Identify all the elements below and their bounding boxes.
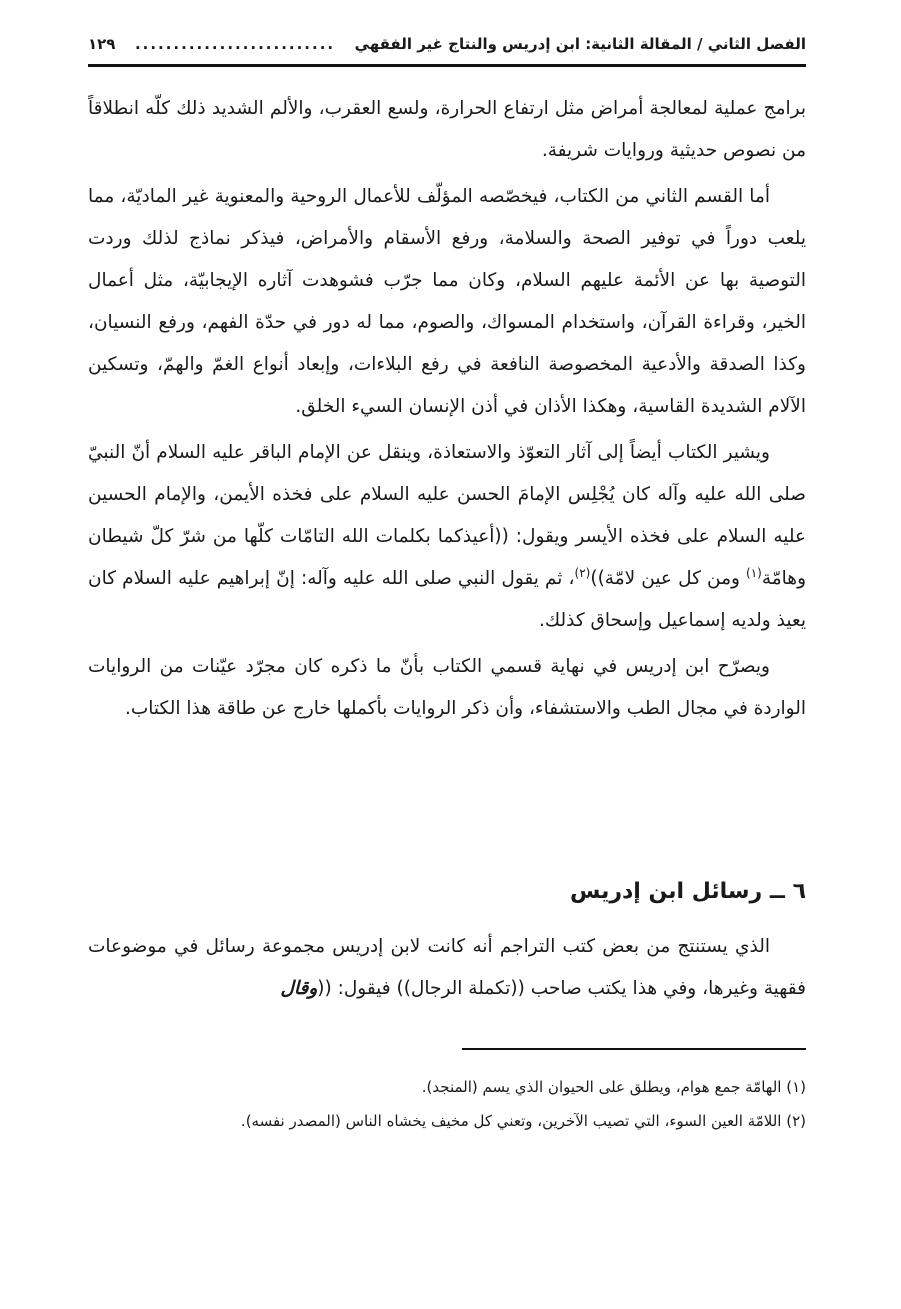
page-number: ١٢٩ bbox=[88, 35, 116, 53]
paragraph-3 bbox=[88, 432, 806, 642]
section-body-text bbox=[88, 926, 806, 1010]
main-body-text bbox=[88, 88, 806, 730]
paragraph-1: برامج عملية لمعالجة أمراض مثل ارتفاع الحرارة، ولسع العقرب، والألم الشديد ذلك كلّه انطلاقاً من نصوص حديثية وروايات شريفة. bbox=[88, 98, 806, 161]
section-paragraph-italic-tail: وقال bbox=[280, 978, 318, 999]
header-rule bbox=[88, 64, 806, 67]
footnote-1: (١) الهامّة جمع هوام، ويطلق على الحيوان الذي يسم (المنجد). bbox=[421, 1078, 806, 1096]
section-heading: ٦ ــ رسائل ابن إدريس bbox=[569, 879, 806, 904]
running-header-title: الفصل الثاني / المقالة الثانية: ابن إدريس والنتاج غير الفقهي bbox=[354, 35, 806, 53]
paragraph-3-part-c: ، ثم يقول النبي صلى الله عليه وآله: إنّ إبراهيم عليه السلام كان يعيذ ولديه إسماعيل وإسحاق كذلك. bbox=[88, 568, 806, 631]
paragraph-3-part-a: ويشير الكتاب أيضاً إلى آثار التعوّذ والاستعاذة، وينقل عن الإمام الباقر عليه السلام أنّ النبيّ صلى الله عليه وآله كان يُجْلِس الإمامَ الحسن عليه السلام على فخذه الأيمن، والإمام الحسين عليه السلام على فخذه الأيسر ويقول: ((أعيذكما بكلمات الله التامّات كلّها من شرّ كلّ شيطان وهامّة bbox=[88, 442, 806, 589]
section-paragraph-text: الذي يستنتج من بعض كتب التراجم أنه كانت لابن إدريس مجموعة رسائل في موضوعات فقهية وغيرها، وفي هذا يكتب صاحب ((تكملة الرجال)) فيقول: (( bbox=[88, 936, 806, 999]
section-paragraph bbox=[88, 926, 806, 1010]
footnote-separator bbox=[462, 1048, 806, 1050]
running-header bbox=[88, 28, 806, 60]
footnote-2: (٢) اللامّة العين السوء، التي تصيب الآخرين، وتعني كل مخيف يخشاه الناس (المصدر نفسه). bbox=[240, 1112, 806, 1130]
footnote-ref-1[interactable]: (١) bbox=[746, 565, 762, 580]
footnotes bbox=[88, 1070, 806, 1138]
paragraph-2: أما القسم الثاني من الكتاب، فيخصّصه المؤلّف للأعمال الروحية والمعنوية غير الماديّة، مما يلعب دوراً في توفير الصحة والسلامة، ورفع الأسقام والأمراض، فيذكر نماذج لذلك وردت التوصية بها عن الأئمة عليهم السلام، وكان مما جرّب فشوهدت آثاره الإيجابيّة، مثل أعمال الخير، وقراءة القرآن، واستخدام المسواك، والصوم، مما له دور في حدّة الفهم، ورفع النسيان، وكذا الصدقة والأدعية المخصوصة النافعة في رفع البلاءات، وإبعاد أنواع الغمّ والهمّ، وتسكين الآلام الشديدة القاسية، وهكذا الأذان في أذن الإنسان السيء الخلق. bbox=[88, 186, 806, 417]
footnote-ref-2[interactable]: (٢) bbox=[574, 565, 591, 580]
paragraph-4: ويصرّح ابن إدريس في نهاية قسمي الكتاب بأنّ ما ذكره كان مجرّد عيّنات من الروايات الواردة في مجال الطب والاستشفاء، وأن ذكر الروايات بأكملها خارج عن طاقة هذا الكتاب. bbox=[88, 656, 806, 719]
paragraph-3-part-b: ومن كل عين لامّة)) bbox=[590, 568, 747, 589]
running-header-leader-dots: .......................... bbox=[134, 35, 336, 53]
